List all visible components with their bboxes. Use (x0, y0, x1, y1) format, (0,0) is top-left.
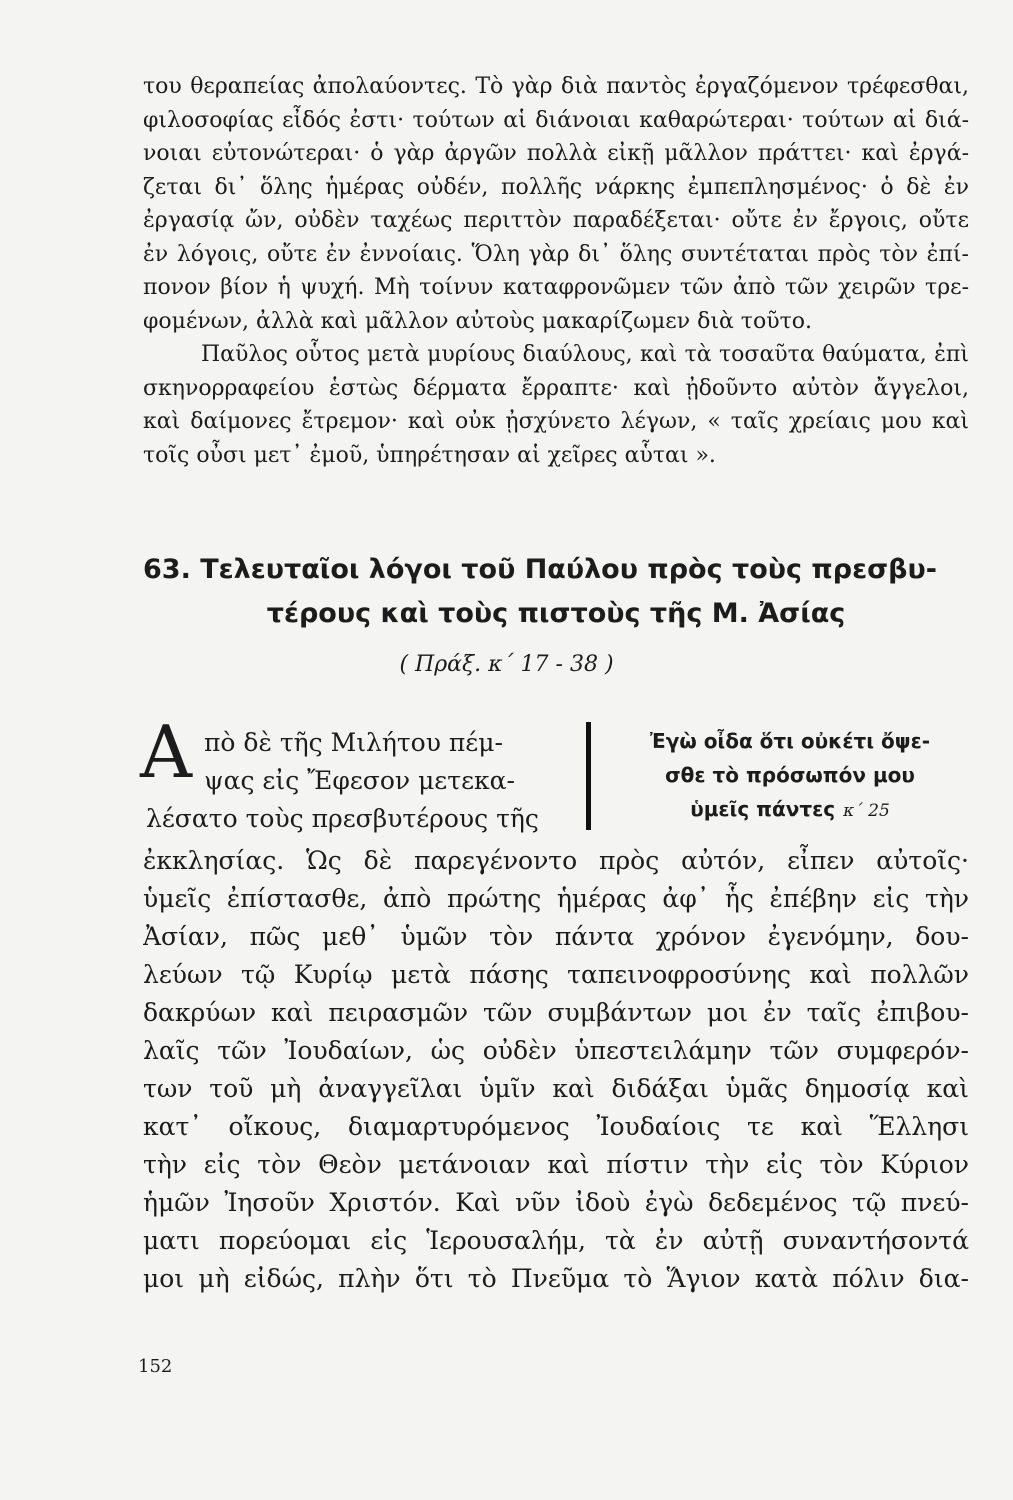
quote-line: Ἐγὼ οἶδα ὅτι οὐκέτι ὄψε- (649, 729, 931, 753)
text-line: δακρύων καὶ πειρασμῶν τῶν συμβάντων μοι ἐν ταῖς ἐπιβου- (143, 998, 969, 1027)
drop-cap: Α (140, 710, 192, 794)
top-paragraph (143, 70, 969, 472)
text-line: του θεραπείας ἀπολαύοντες. Τὸ γὰρ διὰ παντὸς ἐργαζόμενον τρέφεσθαι, (143, 74, 969, 99)
text-line: ψας εἰς Ἔφεσον μετεκα- (204, 766, 515, 795)
text-line: καὶ δαίμονες ἔτρεμον· καὶ οὐκ ᾐσχύνετο λέγων, « ταῖς χρείαις μου καὶ (143, 409, 969, 434)
text-line: μοι μὴ εἰδώς, πλὴν ὅτι τὸ Πνεῦμα τὸ Ἅγιον κατὰ πόλιν δια- (143, 1264, 969, 1293)
text-line: Παῦλος οὗτος μετὰ μυρίους διαύλους, καὶ τὰ τοσαῦτα θαύματα, ἐπὶ (201, 342, 969, 367)
text-line: πονον βίον ἡ ψυχή. Μὴ τοίνυν καταφρονῶμεν τῶν ἀπὸ τῶν χειρῶν τρε- (143, 275, 969, 300)
sidebar-quote (610, 724, 970, 828)
heading-line-2: τέρους καὶ τοὺς πιστοὺς τῆς Μ. Ἀσίας (266, 598, 846, 629)
text-line: ἐν λόγοις, οὔτε ἐν ἐννοίαις. Ὅλη γὰρ δι᾿ ὅλης συντέταται πρὸς τὸν ἐπί- (143, 241, 969, 267)
text-line: λεύων τῷ Κυρίῳ μετὰ πάσης ταπεινοφροσύνης καὶ πολλῶν (143, 960, 969, 989)
text-line: σκηνορραφείου ἑστὼς δέρματα ἔρραπτε· καὶ ᾐδοῦντο αὐτὸν ἄγγελοι, (143, 375, 969, 401)
heading-line-1: 63. Τελευταῖοι λόγοι τοῦ Παύλου πρὸς τοὺς πρεσβυ- (143, 554, 937, 585)
text-line: ματι πορεύομαι εἰς Ἱερουσαλήμ, τὰ ἐν αὐτῇ συναντήσοντά (143, 1226, 969, 1255)
section-heading (143, 548, 969, 636)
text-line: νοιαι εὐτονώτεραι· ὁ γὰρ ἀργῶν πολλὰ εἰκῇ μᾶλλον πράττει· καὶ ἐργά- (143, 141, 969, 166)
text-line: τοῖς οὖσι μετ᾿ ἐμοῦ, ὑπηρέτησαν αἱ χεῖρες αὗται ». (143, 442, 716, 468)
text-line: ἡμῶν Ἰησοῦν Χριστόν. Καὶ νῦν ἰδοὺ ἐγὼ δεδεμένος τῷ πνεύ- (143, 1188, 969, 1217)
text-line: λέσατο τοὺς πρεσβυτέρους τῆς (146, 804, 539, 833)
text-line: ὑμεῖς ἐπίστασθε, ἀπὸ πρώτης ἡμέρας ἀφ᾿ ἧς ἐπέβην εἰς τὴν (143, 884, 969, 913)
text-line: ἐργασίᾳ ὤν, οὐδὲν ταχέως περιττὸν παραδέξεται· οὔτε ἐν ἔργοις, οὔτε (143, 208, 969, 233)
vertical-rule (586, 722, 591, 830)
text-line: φιλοσοφίας εἶδός ἐστι· τούτων αἱ διάνοιαι καθαρώτεραι· τούτων αἱ διά- (143, 107, 969, 133)
text-line: τὴν εἰς τὸν Θεὸν μετάνοιαν καὶ πίστιν τὴν εἰς τὸν Κύριον (143, 1150, 969, 1179)
text-line: ἐκκλησίας. Ὡς δὲ παρεγένοντο πρὸς αὐτόν, εἶπεν αὐτοῖς· (143, 846, 969, 875)
scripture-reference: ( Πράξ. κ΄ 17 - 38 ) (399, 652, 614, 677)
text-line: Ἀσίαν, πῶς μεθ᾿ ὑμῶν τὸν πάντα χρόνον ἐγενόμην, δου- (143, 922, 969, 951)
text-line: ζεται δι᾿ ὅλης ἡμέρας οὐδέν, πολλῆς νάρκης ἐμπεπλησμένος· ὁ δὲ ἐν (143, 174, 969, 200)
page-number: 152 (138, 1356, 173, 1377)
text-line: των τοῦ μὴ ἀναγγεῖλαι ὑμῖν καὶ διδάξαι ὑμᾶς δημοσίᾳ καὶ (143, 1074, 969, 1103)
text-line: φομένων, ἀλλὰ καὶ μᾶλλον αὐτοὺς μακαρίζωμεν διὰ τοῦτο. (143, 308, 812, 334)
text-line: κατ᾿ οἴκους, διαμαρτυρόμενος Ἰουδαίοις τε καὶ Ἕλλησι (143, 1112, 969, 1141)
main-paragraph (143, 842, 969, 1298)
text-line: πὸ δὲ τῆς Μιλήτου πέμ- (204, 728, 503, 757)
text-line: λαῖς τῶν Ἰουδαίων, ὡς οὐδὲν ὑπεστειλάμην τῶν συμφερόν- (143, 1036, 969, 1065)
verse-reference: κ΄ 25 (843, 801, 890, 821)
quote-line: σθε τὸ πρόσωπόν μου (665, 763, 915, 787)
quote-text: ὑμεῖς πάντες (690, 797, 836, 821)
quote-line (610, 792, 970, 828)
intro-text (146, 724, 584, 838)
